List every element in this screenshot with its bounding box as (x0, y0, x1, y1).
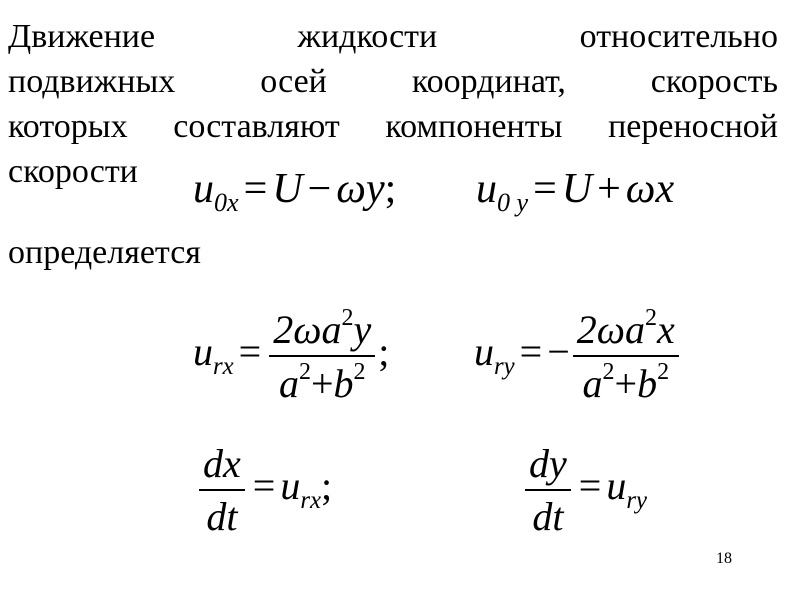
formula-dydt: $\frac{dy}{dt}$ = $u_{ry}$ (522, 440, 647, 540)
paragraph-line: скорости (8, 153, 138, 190)
formula-u0x: $u_{0x} = U - \omega y$; (193, 166, 397, 218)
formula-u0y: $u_{0 y} = U + \omega x$ (476, 166, 675, 218)
formula-dxdt: $\frac{dx}{dt}$ = $u_{rx}$; (196, 440, 332, 540)
fraction: $\frac{2\omega a^2x}{a^2+b^2}$ (573, 305, 679, 407)
paragraph-line: подвижных осей координат, скорость (8, 63, 778, 100)
paragraph-line: которых составляют компоненты переносной (8, 108, 778, 145)
fraction: $\frac{dx}{dt}$ (199, 440, 245, 540)
paragraph-line: Движение жидкости относительно (8, 18, 778, 55)
formula-ury: $u_{ry}$ = − $\frac{2\omega a^2x}{a^2+b^2}$ (474, 305, 682, 407)
defined-word: определяется (8, 234, 201, 271)
fraction: $\frac{dy}{dt}$ (525, 440, 571, 540)
fraction: $\frac{2\omega a^2y}{a^2+b^2}$ (269, 305, 375, 407)
formula-urx: $u_{rx}$ = $\frac{2\omega a^2y}{a^2+b^2}$ ; (193, 305, 390, 406)
page-number: 18 (716, 550, 732, 567)
